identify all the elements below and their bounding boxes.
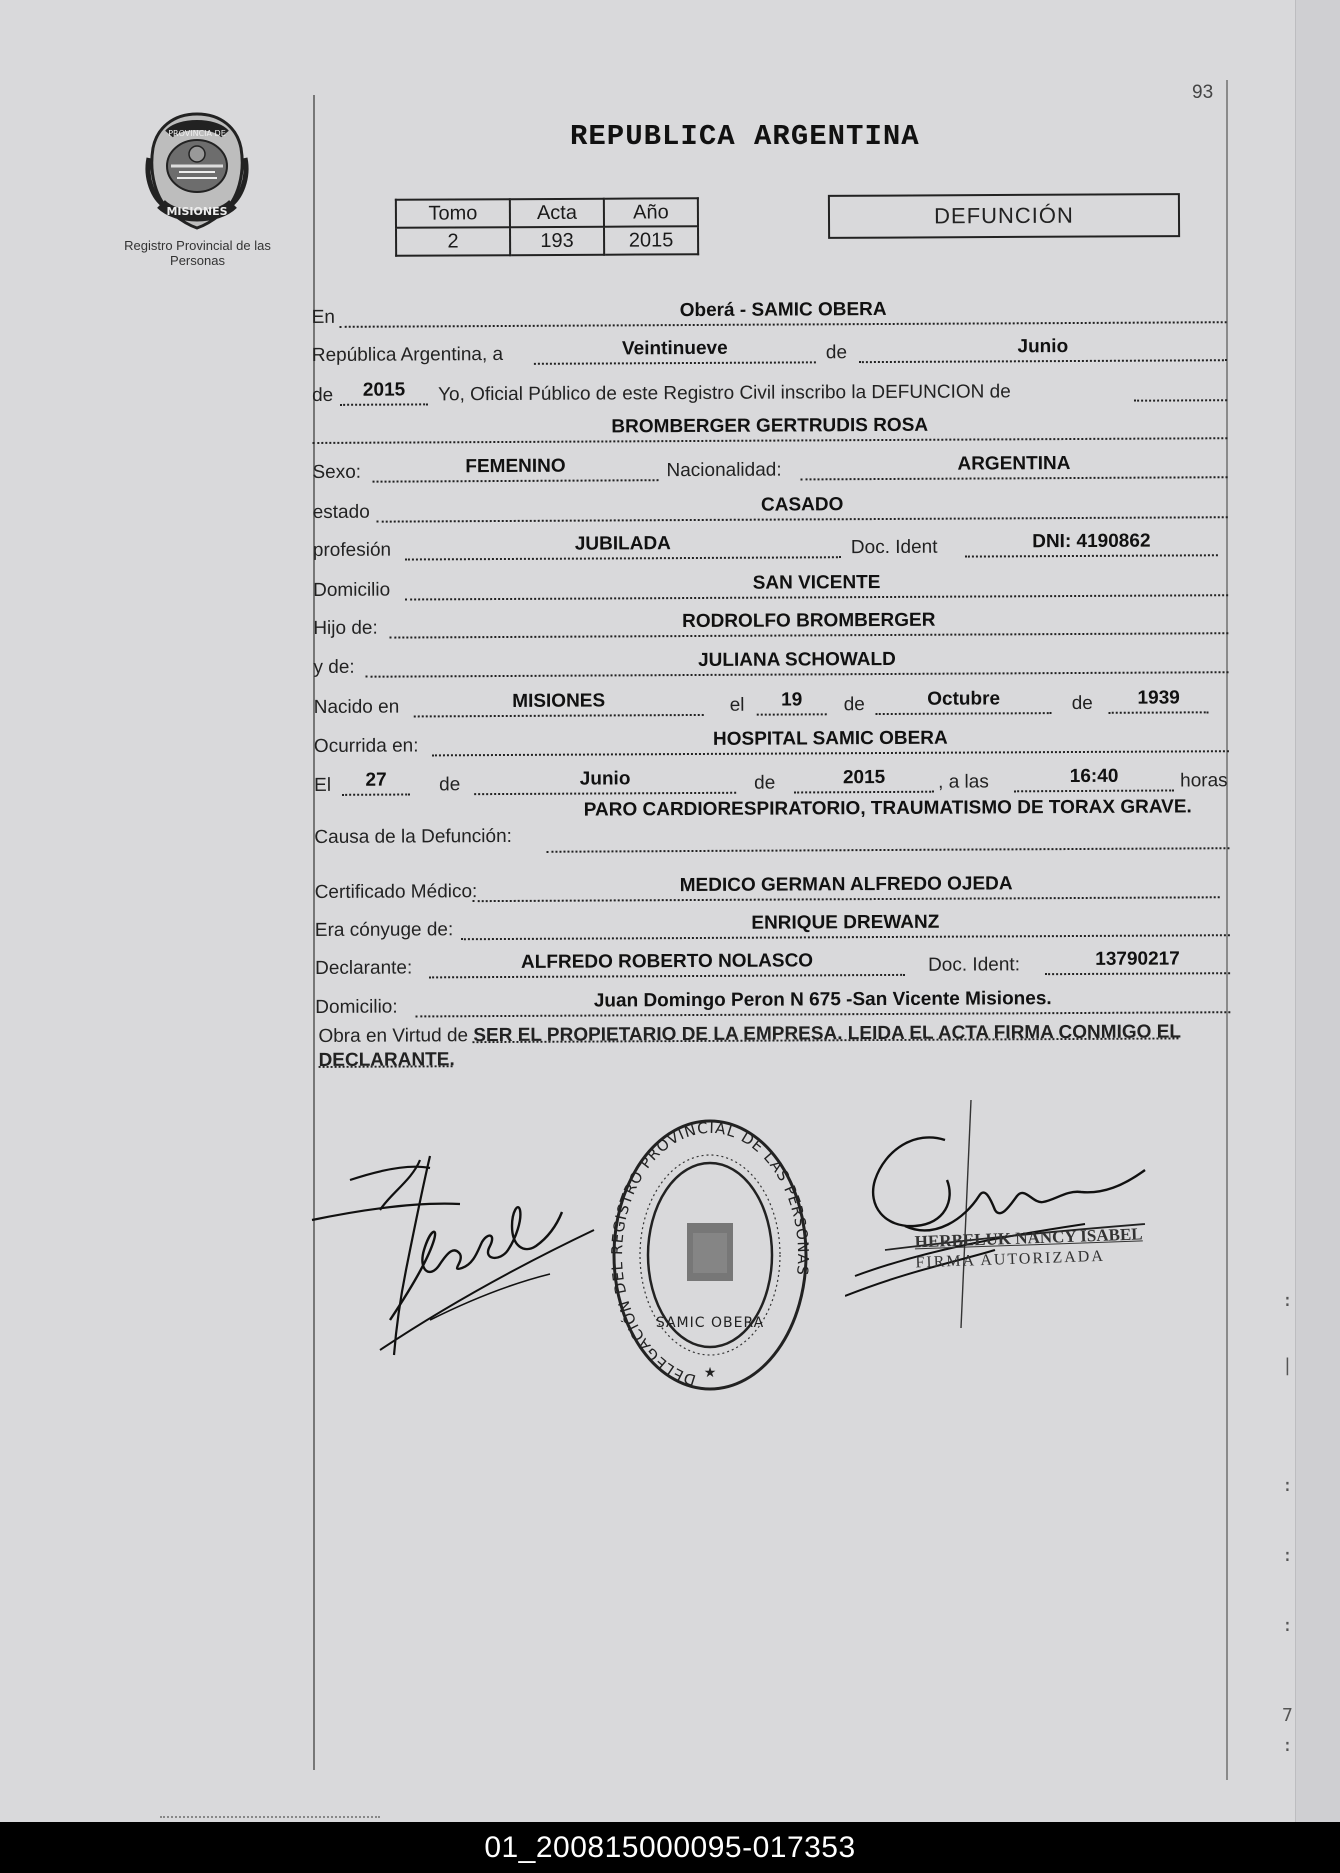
month-value: Junio — [1017, 336, 1069, 358]
field-death-month — [474, 766, 736, 795]
field-death-time — [1014, 763, 1174, 792]
page-number: 93 — [1192, 82, 1214, 103]
label-de-6: de — [754, 772, 776, 794]
label-El: El — [314, 774, 332, 796]
document-type-box: DEFUNCIÓN — [828, 193, 1180, 239]
obra-value: SER EL PROPIETARIO DE LA EMPRESA. LEIDA EL ACTA FIRMA CONMIGO EL DECLARANTE. — [318, 1021, 1182, 1071]
nationality-value: ARGENTINA — [957, 453, 1071, 475]
label-hijo: Hijo de: — [313, 617, 378, 639]
official-signature — [845, 1100, 1155, 1330]
label-nacionalidad: Nacionalidad: — [666, 459, 782, 482]
record-anio: 2015 — [604, 226, 698, 254]
death-place-value: HOSPITAL SAMIC OBERA — [712, 727, 948, 750]
death-month-value: Junio — [579, 768, 631, 790]
field-address — [405, 568, 1228, 600]
label-horas: horas — [1180, 770, 1228, 792]
birth-day-value: 19 — [781, 689, 803, 711]
label-conyuge: Era cónyuge de: — [314, 919, 454, 941]
field-declarant-address — [415, 985, 1230, 1017]
label-nacido: Nacido en — [313, 696, 400, 718]
label-doc-ident: Doc. Ident — [850, 536, 938, 559]
document-page: : | : : : 7 : PROVINCIA DE MISIONES Registro Provincial de las Personas 93 REPUBLICA ARGENTINA Tomo Acta Año 2 193 2015 DEFUNCIÓN En Oberá - SAMIC OBERA República Argentina, a Veintinueve de Junio de 2015 Yo, Oficial Público de este Registro Civil inscribo la DEFUNCION de BROMBERGER GERTRUDIS ROSA Sexo: FEMENINO Nacionalidad: ARGENTINA estado CASADO profesión JUBILADA Doc. Ident DNI: 4190862 Domicilio SAN VICENTE Hijo de: RODROLFO BROMBERGER y de: JULIANA SCHOWALD Nacido en MISIONES el 19 de Octubre de 1939 Ocurrida en: HOSPITAL SAMIC OBERA El 27 de Junio de 2015 , a las 16:40 horas Causa de la Defunción: PARO CARDIORESPIRATORIO, TRAUMATISMO DE TORAX GRAVE. Certificado Médico: MEDICO GERMAN ALFREDO OJEDA Era cónyuge de: ENRIQUE DREWANZ Declarante: ALFREDO ROBERTO NOLASCO Doc. Ident: 13790217 Domicilio: Juan Domingo Peron N 675 -San Vicente Misiones. Obra en Virtud de SER EL PROPIETARIO DE LA EMPRESA. LEIDA EL ACTA FIRMA CONMIGO EL DECLARANTE. DELEGACIÓN DEL REGISTRO PROVINCIAL DE LAS PERSONAS SAMIC OBERA ★ HERBELUK NANCY ISABEL FIRMA AUTORIZADA — [0, 0, 1340, 1822]
label-a-las: , a las — [938, 771, 989, 793]
seal-star-icon: ★ — [703, 1364, 717, 1380]
seal-outer-text: DELEGACIÓN DEL REGISTRO PROVINCIAL DE LAS PERSONAS — [607, 1118, 813, 1390]
crest-text-top: PROVINCIA DE — [168, 129, 226, 138]
file-caption: 01_200815000095-017353 — [484, 1830, 856, 1864]
obra-en-virtud — [318, 1020, 1228, 1073]
crest-text-bottom: MISIONES — [166, 205, 228, 218]
registry-name: Registro Provincial de las Personas — [124, 238, 271, 268]
record-acta: 193 — [510, 227, 604, 255]
field-profession — [405, 530, 841, 560]
field-declarant — [429, 948, 905, 978]
birth-place-value: MISIONES — [512, 690, 606, 712]
field-mother — [365, 645, 1228, 678]
record-tomo: 2 — [396, 227, 510, 256]
place-value: Oberá - SAMIC OBERA — [679, 298, 887, 322]
declarant-signature — [310, 1150, 600, 1360]
birth-month-value: Octubre — [927, 688, 1001, 710]
cause-of-death: PARO CARDIORESPIRATORIO, TRAUMATISMO DE TORAX GRAVE. — [546, 795, 1229, 853]
field-place — [340, 295, 1227, 328]
label-obra: Obra en Virtud de — [318, 1025, 469, 1047]
label-declarante: Declarante: — [315, 957, 413, 979]
field-marital-status — [377, 490, 1228, 522]
field-spouse — [461, 908, 1230, 940]
year-value: 2015 — [362, 379, 406, 401]
marital-status-value: CASADO — [760, 494, 844, 516]
field-death-day — [342, 767, 410, 795]
field-father — [389, 606, 1228, 638]
field-nationality — [800, 450, 1227, 480]
field-birth-year — [1109, 685, 1209, 714]
label-estado: estado — [312, 501, 370, 523]
label-de-5: de — [439, 774, 461, 796]
field-deceased — [312, 411, 1227, 444]
field-death-year — [794, 765, 934, 794]
declarant-doc-value: 13790217 — [1095, 948, 1180, 970]
field-birth-place — [414, 688, 704, 718]
field-inscribo-tail — [1134, 373, 1227, 401]
label-causa: Causa de la Defunción: — [314, 825, 512, 848]
label-inscribo: Yo, Oficial Público de este Registro Civil inscribo la DEFUNCION de — [438, 381, 1011, 406]
record-header-acta: Acta — [510, 199, 604, 227]
next-page-edge — [1295, 0, 1340, 1822]
field-month — [859, 333, 1227, 363]
document-title: REPUBLICA ARGENTINA — [570, 120, 920, 153]
label-de-2: de — [312, 384, 334, 406]
official-title: FIRMA AUTORIZADA — [915, 1247, 1106, 1272]
label-doc-ident-2: Doc. Ident: — [928, 954, 1021, 976]
label-certificado: Certificado Médico: — [314, 881, 478, 903]
bottom-rule — [160, 1816, 380, 1818]
field-certificate — [473, 870, 1220, 902]
seal-inner-text: SAMIC OBERA — [655, 1315, 765, 1331]
death-record-form — [310, 0, 1231, 1100]
misiones-crest-icon — [143, 108, 251, 230]
spouse-value: ENRIQUE DREWANZ — [751, 911, 940, 934]
official-name: HERBELUK NANCY ISABEL — [914, 1224, 1143, 1252]
field-birth-month — [876, 686, 1052, 715]
label-en: En — [311, 306, 335, 328]
doc-id-value: DNI: 4190862 — [1032, 530, 1151, 553]
deceased-value: BROMBERGER GERTRUDIS ROSA — [611, 414, 929, 438]
declarant-value: ALFREDO ROBERTO NOLASCO — [520, 950, 814, 973]
day-words-value: Veintinueve — [621, 337, 728, 360]
death-year-value: 2015 — [842, 766, 886, 789]
field-birth-day — [757, 687, 827, 715]
field-declarant-doc — [1045, 946, 1230, 975]
address-value: SAN VICENTE — [752, 572, 881, 594]
death-day-value: 27 — [365, 769, 387, 791]
field-death-place — [432, 724, 1229, 756]
record-header-tomo: Tomo — [396, 199, 510, 228]
label-el: el — [729, 694, 745, 716]
declarant-address-value: Juan Domingo Peron N 675 -San Vicente Misiones. — [593, 988, 1052, 1012]
label-y-de: y de: — [313, 656, 355, 678]
label-sexo: Sexo: — [312, 461, 362, 483]
label-de-4: de — [1071, 692, 1093, 715]
field-sex — [372, 453, 658, 482]
birth-year-value: 1939 — [1137, 687, 1180, 709]
label-profesion: profesión — [312, 539, 392, 561]
label-de-1: de — [825, 342, 848, 364]
field-doc-id — [965, 528, 1218, 557]
field-year — [340, 377, 428, 405]
death-time-value: 16:40 — [1069, 765, 1119, 788]
father-value: RODROLFO BROMBERGER — [682, 609, 936, 633]
certificate-value: MEDICO GERMAN ALFREDO OJEDA — [679, 873, 1013, 897]
label-domicilio: Domicilio — [313, 579, 391, 601]
label-ocurrida: Ocurrida en: — [313, 735, 419, 757]
official-seal — [605, 1115, 815, 1405]
profession-value: JUBILADA — [574, 533, 671, 555]
field-day-words — [534, 335, 816, 364]
label-domicilio-2: Domicilio: — [315, 996, 398, 1018]
mother-value: JULIANA SCHOWALD — [698, 648, 896, 671]
label-republica: República Argentina, a — [311, 343, 504, 366]
record-header-anio: Año — [604, 198, 698, 226]
caption-bar — [0, 1822, 1340, 1873]
label-de-3: de — [843, 694, 865, 716]
sex-value: FEMENINO — [465, 455, 566, 478]
